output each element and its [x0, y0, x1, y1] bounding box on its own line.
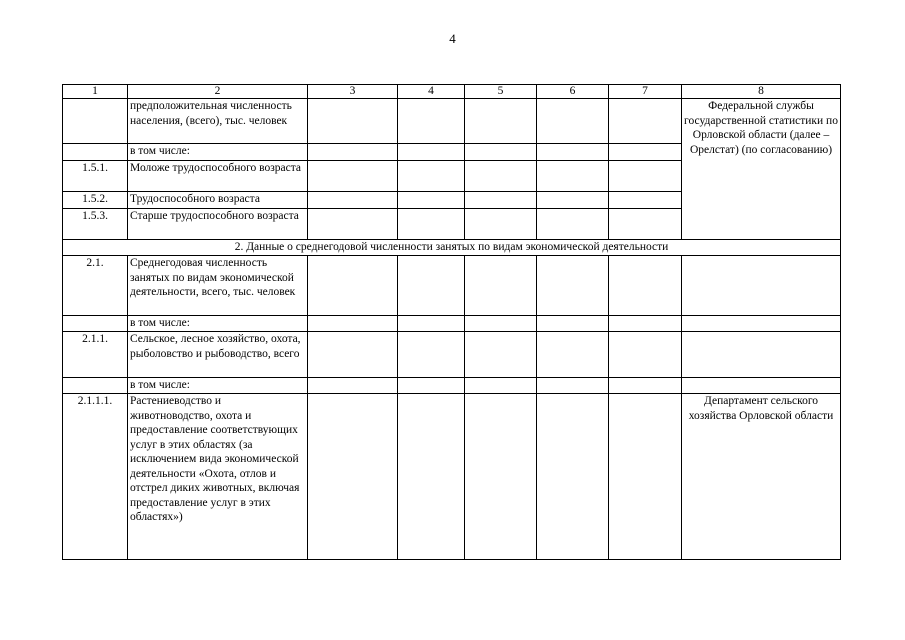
row-description: Трудоспособного возраста	[128, 192, 308, 209]
source-orelstat: Федеральной службы государственной статистики по Орловской области (далее – Орелстат) (по согласованию)	[682, 99, 841, 240]
row-description: Моложе трудоспособного возраста	[128, 161, 308, 192]
source-agriculture-dept: Департамент сельского хозяйства Орловской области	[682, 394, 841, 560]
row-description: Растениеводство и животноводство, охота и предоставление соответствующих услуг в этих областях (за исключением вида экономической деятельности «Охота, отлов и отстрел диких животных, включая предоставление услуг в этих областях»)	[128, 394, 308, 560]
header-col-6: 6	[537, 85, 609, 99]
row-description: в том числе:	[128, 316, 308, 332]
row-number: 2.1.1.	[63, 332, 128, 378]
data-table	[62, 84, 841, 560]
table-row	[63, 332, 841, 378]
header-col-1: 1	[63, 85, 128, 99]
header-col-2: 2	[128, 85, 308, 99]
header-col-5: 5	[465, 85, 537, 99]
row-number: 1.5.3.	[63, 209, 128, 240]
table-row	[63, 256, 841, 316]
row-description: Старше трудоспособного возраста	[128, 209, 308, 240]
header-col-4: 4	[398, 85, 465, 99]
table-row	[63, 99, 841, 144]
table-row	[63, 378, 841, 394]
section-row	[63, 240, 841, 256]
row-description: Сельское, лесное хозяйство, охота, рыболовство и рыбоводство, всего	[128, 332, 308, 378]
row-number	[63, 99, 128, 144]
row-number: 1.5.1.	[63, 161, 128, 192]
page-number: 4	[449, 31, 456, 46]
row-description: Среднегодовая численность занятых по видам экономической деятельности, всего, тыс. человек	[128, 256, 308, 316]
header-col-8: 8	[682, 85, 841, 99]
row-number	[63, 378, 128, 394]
row-description: в том числе:	[128, 378, 308, 394]
row-number	[63, 144, 128, 161]
row-description: предположительная численность населения, (всего), тыс. человек	[128, 99, 308, 144]
header-col-7: 7	[609, 85, 682, 99]
header-col-3: 3	[308, 85, 398, 99]
row-number: 1.5.2.	[63, 192, 128, 209]
row-description: в том числе:	[128, 144, 308, 161]
row-number	[63, 316, 128, 332]
row-number: 2.1.1.1.	[63, 394, 128, 560]
header-row	[63, 85, 841, 99]
section-title: 2. Данные о среднегодовой численности занятых по видам экономической деятельности	[63, 240, 841, 256]
table-row	[63, 316, 841, 332]
table-row	[63, 394, 841, 560]
row-number: 2.1.	[63, 256, 128, 316]
